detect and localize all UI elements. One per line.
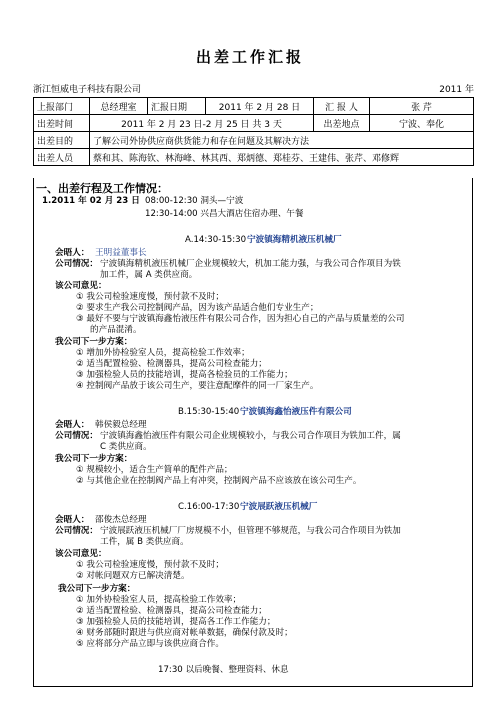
visit-b-name: 宁波镇海鑫怡液压件有限公司: [240, 407, 352, 417]
day1-date: 1.2011 年 02 月 23 日: [42, 196, 140, 206]
visit-a-opinion-3: ③ 最好不要与宁波镇海鑫怡液压件有限公司合作，因为担心自己的产品与质量差的公司: [76, 314, 405, 324]
date-value: 2011 年 2 月 28 日: [206, 98, 314, 115]
reporter-value: 张 芹: [370, 98, 474, 115]
visit-c-next-label: 我公司下一步方案：: [58, 584, 136, 594]
visit-a-meet-value: 王明益董事长: [95, 248, 147, 258]
visit-a-step-3: ③ 加强检验人员的技能培训，提高各检验员的工作能力；: [76, 370, 293, 380]
visit-c-meet-label: 会晤人：: [55, 515, 90, 525]
header-row-purpose: [34, 132, 474, 149]
page-title: 出差工作汇报: [195, 48, 304, 66]
section-title: 一、出差行程及工作情况：: [36, 182, 168, 195]
visit-c-opinion-1: ① 我公司检验速度慢，预付款不及时；: [76, 560, 224, 570]
visit-a-next-label: 我公司下一步方案：: [55, 337, 133, 347]
visit-c-step-1: ① 加外协检验室人员，提高检验工作效率；: [76, 595, 242, 605]
header-table: [33, 97, 474, 166]
visit-b-meet-label: 会晤人：: [55, 420, 90, 430]
visit-a-step-4: ④ 控制阀产品放于该公司生产，要注意配摩件的同一厂家生产。: [76, 381, 319, 391]
visit-c-opinion-2: ② 对帐问题双方已解决清楚。: [76, 571, 190, 581]
visit-b-step-2: ② 与其他企业在控制阀产品上有冲突，控制阀产品不应该放在该公司生产。: [76, 476, 362, 486]
visit-c-meet-value: 邵俊杰总经理: [95, 515, 147, 525]
header-row-staff: [34, 149, 474, 166]
header-row-time: [34, 115, 474, 132]
day1-schedule-1: 08:00-12:30 洞头—宁波: [145, 196, 244, 206]
visit-c-step-5: ⑤ 应将部分产品立即与该供应商合作。: [76, 639, 224, 649]
visit-a-opinion-label: 该公司意见：: [55, 281, 107, 291]
visit-b-next-label: 我公司下一步方案：: [55, 454, 133, 464]
staff-value: 蔡和其、陈海钦、林海峰、林其西、郑炳德、郑桂芬、王建伟、张芹、邓修辉: [90, 149, 474, 166]
header-row-dept: [34, 98, 474, 115]
dept-value: 总经理室: [90, 98, 148, 115]
visit-c-opinion-label: 该公司意见：: [55, 549, 107, 559]
visit-c-status-line-1: 宁波展跃液压机械厂厂房规模不小，但管理不够规范，与我公司合作项目为铁加: [100, 526, 401, 536]
purpose-value: 了解公司外协供应商供货能力和存在问题及其解决方法: [90, 132, 474, 149]
company-name: 浙江恒威电子科技有限公司: [33, 85, 142, 95]
visit-a-step-2: ② 适当配置检验、检测器具，提高公司检查能力；: [76, 359, 267, 369]
visit-a-opinion-1: ① 我公司检验速度慢，预付款不及时；: [76, 292, 224, 302]
reporter-label: 汇 报 人: [314, 98, 370, 115]
date-label: 汇报日期: [148, 98, 206, 115]
visit-a-meet-label: 会晤人：: [55, 248, 90, 258]
visit-b-time: B.15:30-15:40: [178, 407, 240, 417]
report-year: 2011 年: [439, 85, 474, 95]
visit-a-time: A.14:30-15:30: [185, 235, 247, 245]
visit-c-status-label: 公司情况：: [55, 526, 98, 536]
visit-b-status-label: 公司情况：: [55, 431, 98, 441]
visit-c-step-4: ④ 财务部随时跟进与供应商对帐单数据，确保付款及时；: [76, 628, 293, 638]
visit-a-status-line-2: 加工件，属 A 类供应商。: [100, 270, 198, 280]
visit-b-status-line-2: C 类供应商。: [100, 442, 152, 452]
time-label: 出差时间: [34, 115, 90, 132]
visit-c-step-2: ② 适当配置检验、检测器具，提高公司检查能力；: [76, 606, 267, 616]
visit-a-step-1: ① 增加外协检验室人员，提高检验工作效率；: [76, 348, 250, 358]
staff-label: 出差人员: [34, 149, 90, 166]
place-value: 宁波、奉化: [370, 115, 474, 132]
visit-c-status-line-2: 工件，属 B 类供应商。: [100, 537, 189, 547]
visit-c-time: C.16:00-17:30: [178, 502, 240, 512]
visit-b-step-1: ① 规模较小，适合生产简单的配件产品；: [76, 465, 233, 475]
visit-c-name: 宁波展跃液压机械厂: [240, 502, 318, 512]
visit-a-status-line-1: 宁波镇海精机液压机械厂企业规模较大，机加工能力强，与我公司合作项目为铁: [100, 259, 401, 269]
time-value: 2011 年 2 月 23 日-2 月 25 日 共 3 天: [90, 115, 314, 132]
visit-a-opinion-2: ② 要求生产我公司控制阀产品，因为该产品适合他们专业生产；: [76, 303, 319, 313]
visit-a-name: 宁波镇海精机液压机械厂: [247, 235, 342, 245]
visit-b-meet-value: 韩侯毅总经理: [95, 420, 147, 430]
purpose-label: 出差目的: [34, 132, 90, 149]
day1-schedule-2: 12:30-14:00 兴昌大酒店住宿办理、午餐: [145, 209, 304, 219]
visit-b-status-line-1: 宁波镇海鑫怡液压件有限公司企业规模较小，与我公司合作项目为铁加工件，属: [100, 431, 401, 441]
place-label: 出差地点: [314, 115, 370, 132]
visit-a-opinion-4: 的产品混淆。: [90, 325, 142, 335]
closing-note: 17:30 以后晚餐、整理资料、休息: [158, 665, 289, 675]
visit-c-step-3: ③ 加强检验人员的技能培训，提高各工作工作能力；: [76, 617, 276, 627]
dept-label: 上报部门: [34, 98, 90, 115]
visit-a-status-label: 公司情况：: [55, 259, 98, 269]
